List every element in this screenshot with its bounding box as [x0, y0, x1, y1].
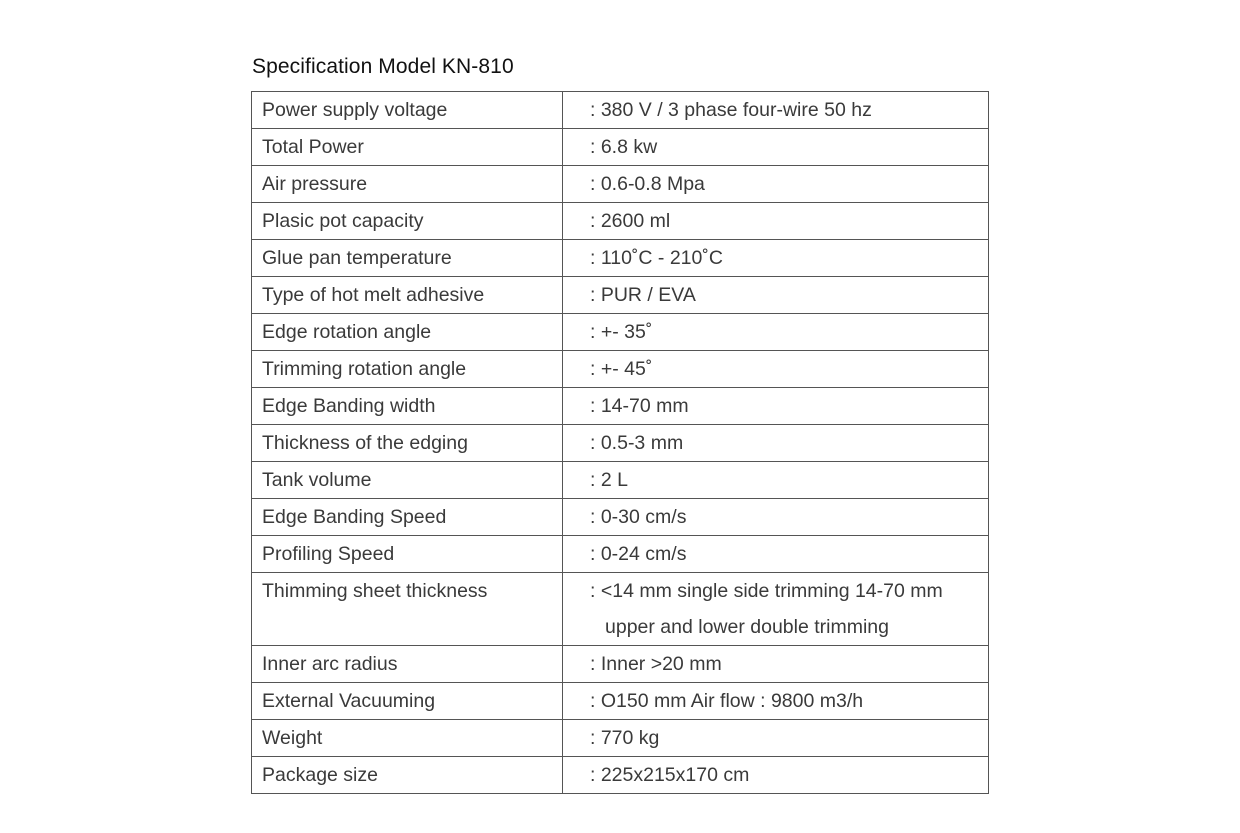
spec-value — [563, 573, 989, 646]
spec-value — [563, 499, 989, 536]
spec-row — [252, 720, 989, 757]
spec-value — [563, 351, 989, 388]
spec-label: Inner arc radius — [252, 646, 563, 683]
spec-value — [563, 683, 989, 720]
spec-row — [252, 536, 989, 573]
document-title: Specification Model KN-810 — [252, 55, 514, 78]
spec-row — [252, 462, 989, 499]
spec-value-line: : 2 L — [590, 469, 628, 491]
spec-value-line: : PUR / EVA — [590, 284, 696, 306]
spec-value-line: : 380 V / 3 phase four-wire 50 hz — [590, 99, 872, 121]
spec-value-line: : <14 mm single side trimming 14-70 mm — [590, 580, 943, 602]
spec-value-line: : 110˚C - 210˚C — [590, 247, 723, 269]
spec-label: Edge Banding Speed — [252, 499, 563, 536]
spec-value-line: : 0-30 cm/s — [590, 506, 687, 528]
spec-row — [252, 646, 989, 683]
spec-value — [563, 646, 989, 683]
spec-value — [563, 425, 989, 462]
spec-value — [563, 314, 989, 351]
spec-value-line: : 0.5-3 mm — [590, 432, 684, 454]
spec-label: External Vacuuming — [252, 683, 563, 720]
spec-label: Weight — [252, 720, 563, 757]
spec-value-line: : O150 mm Air flow : 9800 m3/h — [590, 690, 864, 712]
spec-value-line: : 770 kg — [590, 727, 660, 749]
spec-value-line: : 0-24 cm/s — [590, 543, 687, 565]
spec-value-line: : +- 35˚ — [590, 321, 653, 343]
spec-value-line: : 0.6-0.8 Mpa — [590, 173, 705, 195]
spec-value — [563, 757, 989, 794]
spec-label: Thimming sheet thickness — [252, 573, 563, 646]
spec-label: Edge rotation angle — [252, 314, 563, 351]
spec-value — [563, 720, 989, 757]
specification-table — [251, 91, 989, 794]
spec-label: Plasic pot capacity — [252, 203, 563, 240]
spec-value — [563, 536, 989, 573]
spec-value — [563, 277, 989, 314]
spec-row — [252, 166, 989, 203]
spec-value-line: : 2600 ml — [590, 210, 671, 232]
spec-value — [563, 166, 989, 203]
spec-value — [563, 92, 989, 129]
spec-label: Edge Banding width — [252, 388, 563, 425]
spec-label: Thickness of the edging — [252, 425, 563, 462]
spec-label: Total Power — [252, 129, 563, 166]
spec-row — [252, 425, 989, 462]
spec-row — [252, 351, 989, 388]
spec-value-line: : 225x215x170 cm — [590, 764, 750, 786]
spec-value-line: : Inner >20 mm — [590, 653, 722, 675]
spec-label: Tank volume — [252, 462, 563, 499]
spec-row — [252, 388, 989, 425]
specification-table-body — [252, 92, 989, 794]
spec-value — [563, 388, 989, 425]
spec-row — [252, 277, 989, 314]
spec-label: Package size — [252, 757, 563, 794]
spec-row — [252, 683, 989, 720]
spec-value — [563, 129, 989, 166]
spec-value-line: upper and lower double trimming — [605, 616, 889, 638]
spec-row — [252, 499, 989, 536]
spec-row — [252, 129, 989, 166]
spec-row — [252, 573, 989, 646]
spec-label: Profiling Speed — [252, 536, 563, 573]
spec-row — [252, 92, 989, 129]
spec-label: Air pressure — [252, 166, 563, 203]
spec-value-line: : +- 45˚ — [590, 358, 653, 380]
spec-value-line: : 6.8 kw — [590, 136, 658, 158]
spec-label: Power supply voltage — [252, 92, 563, 129]
spec-value — [563, 240, 989, 277]
spec-row — [252, 203, 989, 240]
spec-row — [252, 757, 989, 794]
spec-label: Trimming rotation angle — [252, 351, 563, 388]
spec-value — [563, 203, 989, 240]
spec-label: Type of hot melt adhesive — [252, 277, 563, 314]
spec-value — [563, 462, 989, 499]
spec-label: Glue pan temperature — [252, 240, 563, 277]
spec-row — [252, 314, 989, 351]
spec-row — [252, 240, 989, 277]
spec-value-line: : 14-70 mm — [590, 395, 689, 417]
